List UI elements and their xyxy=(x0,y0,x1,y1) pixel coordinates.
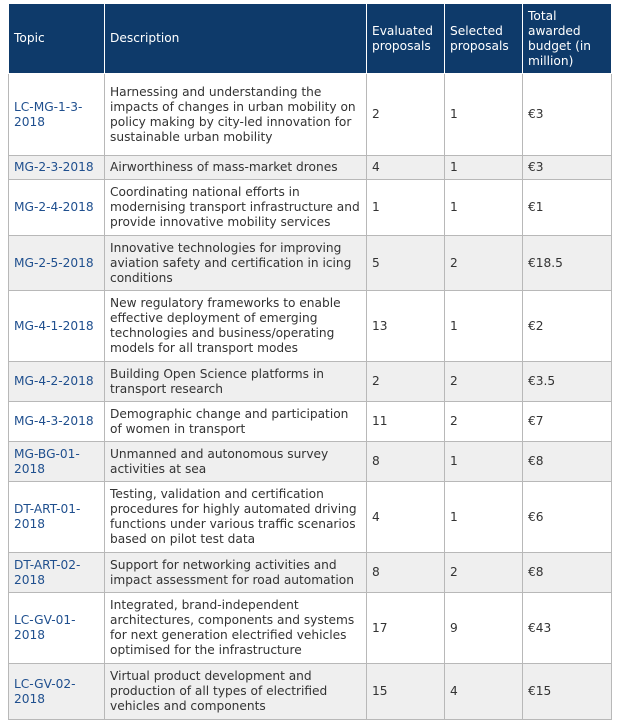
selected-cell: 2 xyxy=(445,553,523,593)
table-row xyxy=(9,553,612,593)
topic-cell: MG-4-2-2018 xyxy=(9,362,105,402)
description-cell: Testing, validation and certification procedures for highly automated driving functions under various traffic scenarios based on pilot test data xyxy=(105,482,367,553)
table-row xyxy=(9,482,612,553)
description-cell: Unmanned and autonomous survey activities at sea xyxy=(105,442,367,482)
awards-table xyxy=(8,3,612,720)
description-cell: Integrated, brand-independent architectures, components and systems for next generation electrified vehicles optimised for the infrastructure xyxy=(105,593,367,664)
evaluated-cell: 4 xyxy=(367,156,445,180)
evaluated-cell: 11 xyxy=(367,402,445,442)
header-evaluated: Evaluated proposals xyxy=(367,4,445,74)
selected-cell: 2 xyxy=(445,236,523,291)
evaluated-cell: 2 xyxy=(367,74,445,156)
budget-cell: €18.5 xyxy=(523,236,612,291)
header-topic: Topic xyxy=(9,4,105,74)
description-cell: Innovative technologies for improving aviation safety and certification in icing conditions xyxy=(105,236,367,291)
budget-cell: €3 xyxy=(523,74,612,156)
evaluated-cell: 13 xyxy=(367,291,445,362)
table-row xyxy=(9,664,612,720)
selected-cell: 9 xyxy=(445,593,523,664)
topic-cell: LC-MG-1-3-2018 xyxy=(9,74,105,156)
table-row xyxy=(9,180,612,236)
budget-cell: €1 xyxy=(523,180,612,236)
selected-cell: 1 xyxy=(445,442,523,482)
budget-cell: €3.5 xyxy=(523,362,612,402)
evaluated-cell: 1 xyxy=(367,180,445,236)
evaluated-cell: 15 xyxy=(367,664,445,720)
table-row xyxy=(9,291,612,362)
selected-cell: 4 xyxy=(445,664,523,720)
topic-cell: MG-4-1-2018 xyxy=(9,291,105,362)
header-row xyxy=(9,4,612,74)
topic-cell: MG-2-5-2018 xyxy=(9,236,105,291)
topic-cell: DT-ART-02-2018 xyxy=(9,553,105,593)
topic-cell: MG-BG-01-2018 xyxy=(9,442,105,482)
awards-table-container xyxy=(8,3,611,720)
description-cell: Support for networking activities and impact assessment for road automation xyxy=(105,553,367,593)
evaluated-cell: 8 xyxy=(367,553,445,593)
selected-cell: 1 xyxy=(445,156,523,180)
topic-cell: MG-4-3-2018 xyxy=(9,402,105,442)
header-selected: Selected proposals xyxy=(445,4,523,74)
description-cell: Virtual product development and production of all types of electrified vehicles and components xyxy=(105,664,367,720)
selected-cell: 1 xyxy=(445,291,523,362)
table-row xyxy=(9,236,612,291)
description-cell: Harnessing and understanding the impacts of changes in urban mobility on policy making by city-led innovation for sustainable urban mobility xyxy=(105,74,367,156)
table-row xyxy=(9,362,612,402)
selected-cell: 2 xyxy=(445,402,523,442)
evaluated-cell: 17 xyxy=(367,593,445,664)
table-row xyxy=(9,402,612,442)
selected-cell: 1 xyxy=(445,180,523,236)
topic-cell: LC-GV-02-2018 xyxy=(9,664,105,720)
topic-cell: MG-2-4-2018 xyxy=(9,180,105,236)
topic-cell: LC-GV-01-2018 xyxy=(9,593,105,664)
topic-cell: MG-2-3-2018 xyxy=(9,156,105,180)
budget-cell: €8 xyxy=(523,442,612,482)
budget-cell: €6 xyxy=(523,482,612,553)
description-cell: Building Open Science platforms in transport research xyxy=(105,362,367,402)
description-cell: Airworthiness of mass-market drones xyxy=(105,156,367,180)
selected-cell: 1 xyxy=(445,74,523,156)
selected-cell: 2 xyxy=(445,362,523,402)
budget-cell: €3 xyxy=(523,156,612,180)
evaluated-cell: 8 xyxy=(367,442,445,482)
evaluated-cell: 4 xyxy=(367,482,445,553)
description-cell: Coordinating national efforts in modernising transport infrastructure and provide innovative mobility services xyxy=(105,180,367,236)
header-budget: Total awarded budget (in million) xyxy=(523,4,612,74)
topic-cell: DT-ART-01-2018 xyxy=(9,482,105,553)
evaluated-cell: 2 xyxy=(367,362,445,402)
selected-cell: 1 xyxy=(445,482,523,553)
description-cell: New regulatory frameworks to enable effective deployment of emerging technologies and business/operating models for all transport modes xyxy=(105,291,367,362)
budget-cell: €7 xyxy=(523,402,612,442)
header-description: Description xyxy=(105,4,367,74)
table-row xyxy=(9,74,612,156)
budget-cell: €8 xyxy=(523,553,612,593)
table-row xyxy=(9,442,612,482)
budget-cell: €15 xyxy=(523,664,612,720)
table-row xyxy=(9,593,612,664)
budget-cell: €43 xyxy=(523,593,612,664)
description-cell: Demographic change and participation of women in transport xyxy=(105,402,367,442)
table-row xyxy=(9,156,612,180)
budget-cell: €2 xyxy=(523,291,612,362)
evaluated-cell: 5 xyxy=(367,236,445,291)
